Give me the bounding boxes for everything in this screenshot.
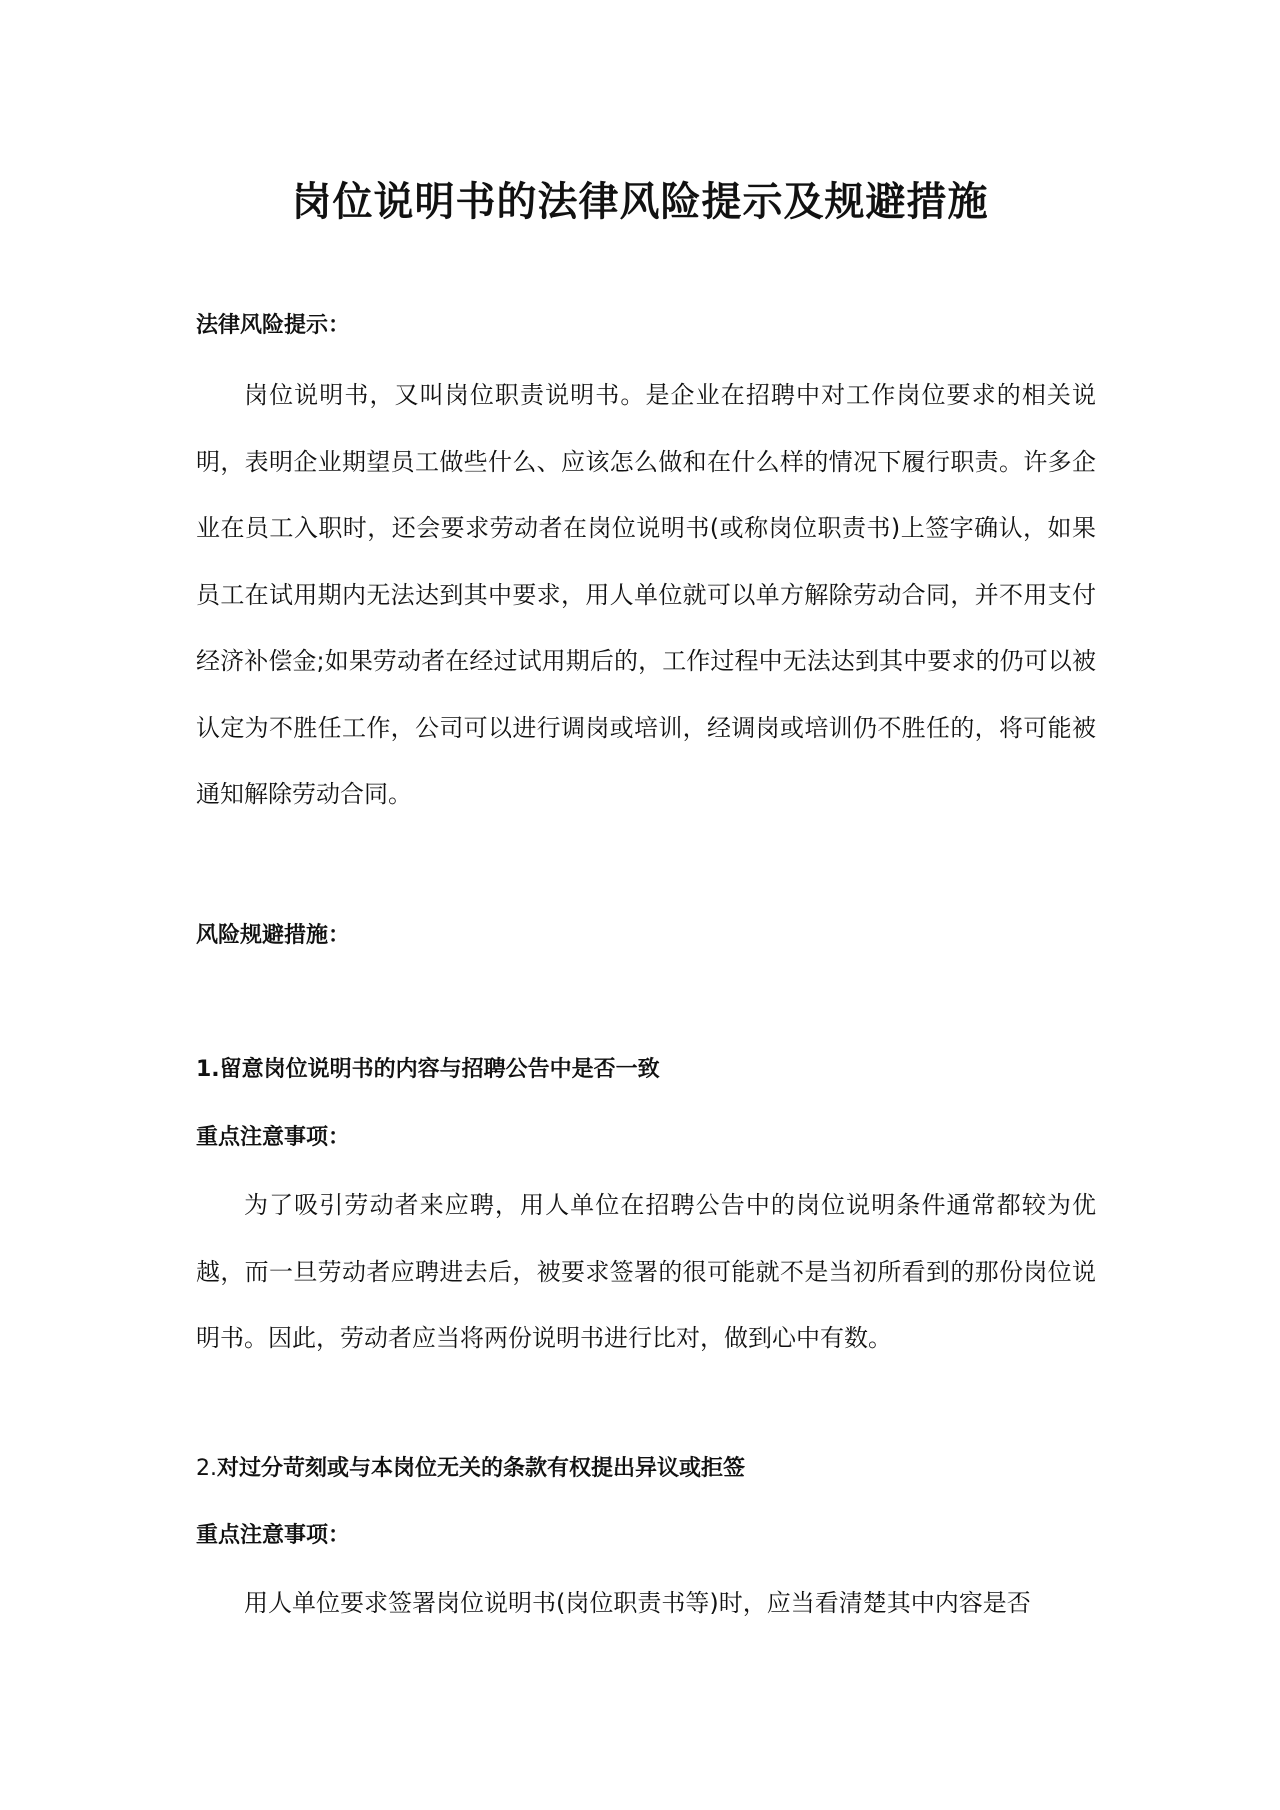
item2-note-label: 重点注意事项： [196, 1523, 351, 1548]
item1-heading: 1.留意岗位说明书的内容与招聘公告中是否一致 [196, 1057, 660, 1082]
item2-number: 2. [196, 1456, 217, 1481]
item1-paragraph: 为了吸引劳动者来应聘，用人单位在招聘公告中的岗位说明条件通常都较为优越，而一旦劳动者应聘进去后，被要求签署的很可能就不是当初所看到的那份岗位说明书。因此，劳动者应当将两份说明书进行比对，做到心中有数。 [196, 1191, 1096, 1352]
legal-risk-paragraph: 岗位说明书，又叫岗位职责说明书。是企业在招聘中对工作岗位要求的相关说明，表明企业期望员工做些什么、应该怎么做和在什么样的情况下履行职责。许多企业在员工入职时，还会要求劳动者在岗位说明书(或称岗位职责书)上签字确认，如果员工在试用期内无法达到其中要求，用人单位就可以单方解除劳动合同，并不用支付经济补偿金;如果劳动者在经过试用期后的，工作过程中无法达到其中要求的仍可以被认定为不胜任工作，公司可以进行调岗或培训，经调岗或培训仍不胜任的，将可能被通知解除劳动合同。 [196, 381, 1096, 808]
item2-heading-text: 对过分苛刻或与本岗位无关的条款有权提出异议或拒签 [217, 1456, 746, 1481]
document-title: 岗位说明书的法律风险提示及规避措施 [291, 179, 989, 225]
item1-note-label: 重点注意事项： [196, 1125, 351, 1150]
item2-paragraph: 用人单位要求签署岗位说明书(岗位职责书等)时，应当看清楚其中内容是否 [244, 1589, 1031, 1617]
legal-risk-heading: 法律风险提示： [196, 313, 351, 338]
risk-avoidance-heading: 风险规避措施： [196, 923, 351, 948]
item2-heading [196, 1455, 745, 1484]
